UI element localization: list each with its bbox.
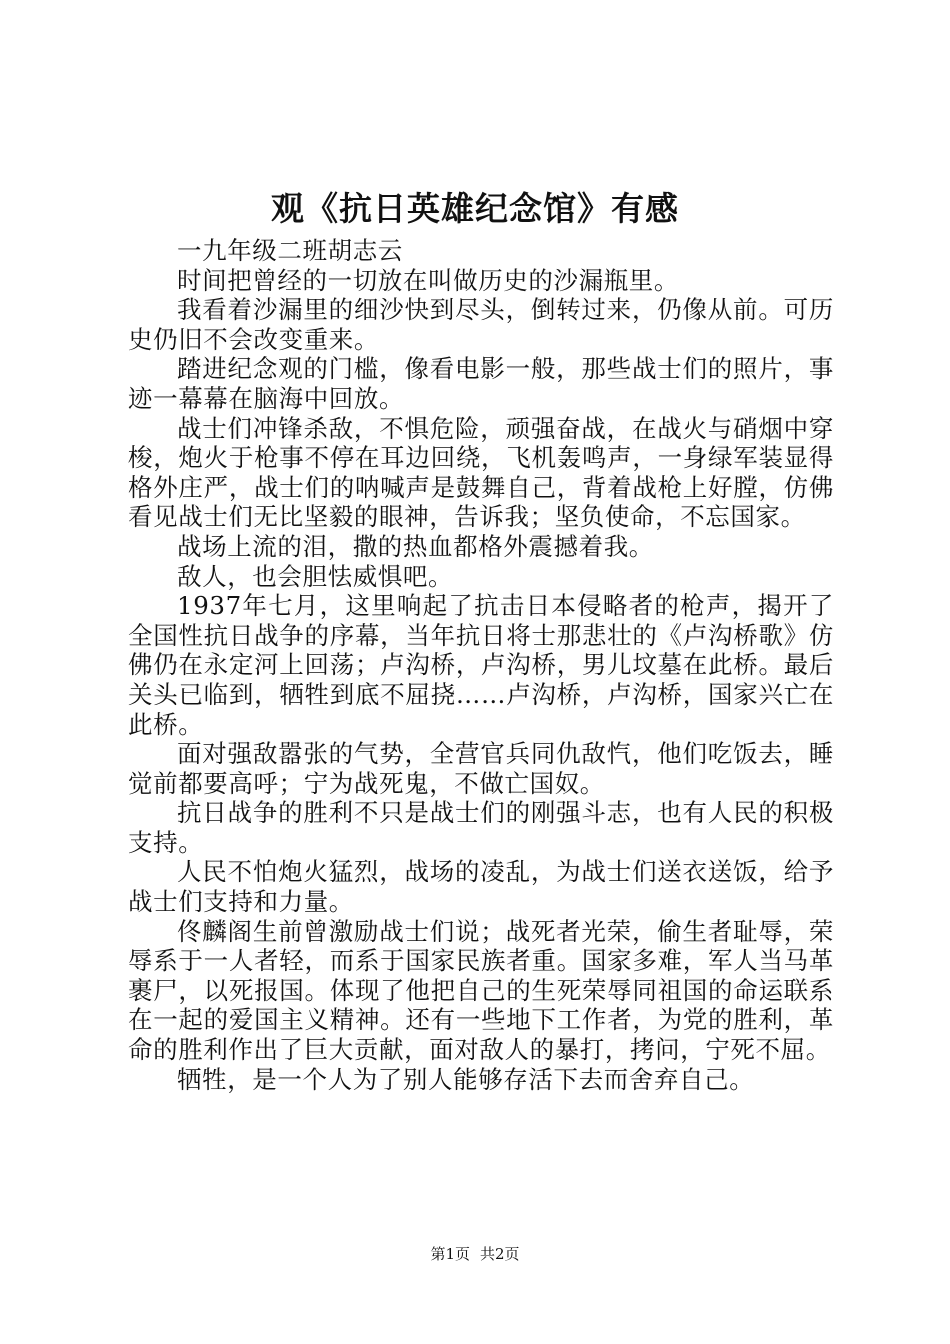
paragraph: 牺牲，是一个人为了别人能够存活下去而舍弃自己。 — [177, 1064, 755, 1094]
paragraph: 战士们冲锋杀敌，不惧危险，顽强奋战，在战火与硝烟中穿梭，炮火于枪事不停在耳边回绕，飞机轰鸣声，一身绿军装显得格外庄严，战士们的呐喊声是鼓舞自己，背着战枪上好膛，仿佛看见战士们无比坚毅的眼神，告诉我；坚负使命，不忘国家。 — [128, 413, 834, 532]
paragraph: 时间把曾经的一切放在叫做历史的沙漏瓶里。 — [177, 265, 679, 295]
paragraph: 1937年七月，这里响起了抗击日本侵略者的枪声，揭开了全国性抗日战争的序幕，当年抗日将士那悲壮的《卢沟桥歌》仿佛仍在永定河上回荡；卢沟桥，卢沟桥，男儿坟墓在此桥。最后关头已临到，牺牲到底不屈挠……卢沟桥，卢沟桥，国家兴亡在此桥。 — [128, 591, 834, 739]
paragraph: 人民不怕炮火猛烈，战场的凌乱，为战士们送衣送饭，给予战士们支持和力量。 — [128, 857, 834, 917]
paragraph: 敌人，也会胆怯威惧吧。 — [177, 561, 454, 591]
paragraph: 我看着沙漏里的细沙快到尽头，倒转过来，仍像从前。可历史仍旧不会改变重来。 — [128, 295, 834, 354]
paragraph: 佟麟阁生前曾激励战士们说；战死者光荣，偷生者耻辱，荣辱系于一人者轻，而系于国家民族者重。国家多难，军人当马革裹尸，以死报国。体现了他把自己的生死荣辱同祖国的命运联系在一起的爱国主义精神。还有一些地下工作者，为党的胜利，革命的胜利作出了巨大贡献，面对敌人的暴打，拷问，宁死不屈。 — [128, 916, 834, 1065]
author-line: 一九年级二班胡志云 — [177, 236, 403, 265]
document-title: 观《抗日英雄纪念馆》有感 — [271, 189, 679, 228]
paragraph: 战场上流的泪，撒的热血都格外震撼着我。 — [177, 531, 654, 561]
paragraph: 抗日战争的胜利不只是战士们的刚强斗志，也有人民的积极支持。 — [128, 798, 834, 857]
page-number: 第1页 — [430, 1245, 470, 1263]
document-body — [128, 236, 834, 1094]
paragraph: 面对强敌嚣张的气势，全营官兵同仇敌忾，他们吃饭去，睡觉前都要高呼；宁为战死鬼，不做亡国奴。 — [128, 739, 834, 798]
paragraph: 踏进纪念观的门槛，像看电影一般，那些战士们的照片，事迹一幕幕在脑海中回放。 — [128, 354, 834, 413]
page-total: 共2页 — [480, 1245, 520, 1263]
page-footer — [0, 1244, 950, 1264]
